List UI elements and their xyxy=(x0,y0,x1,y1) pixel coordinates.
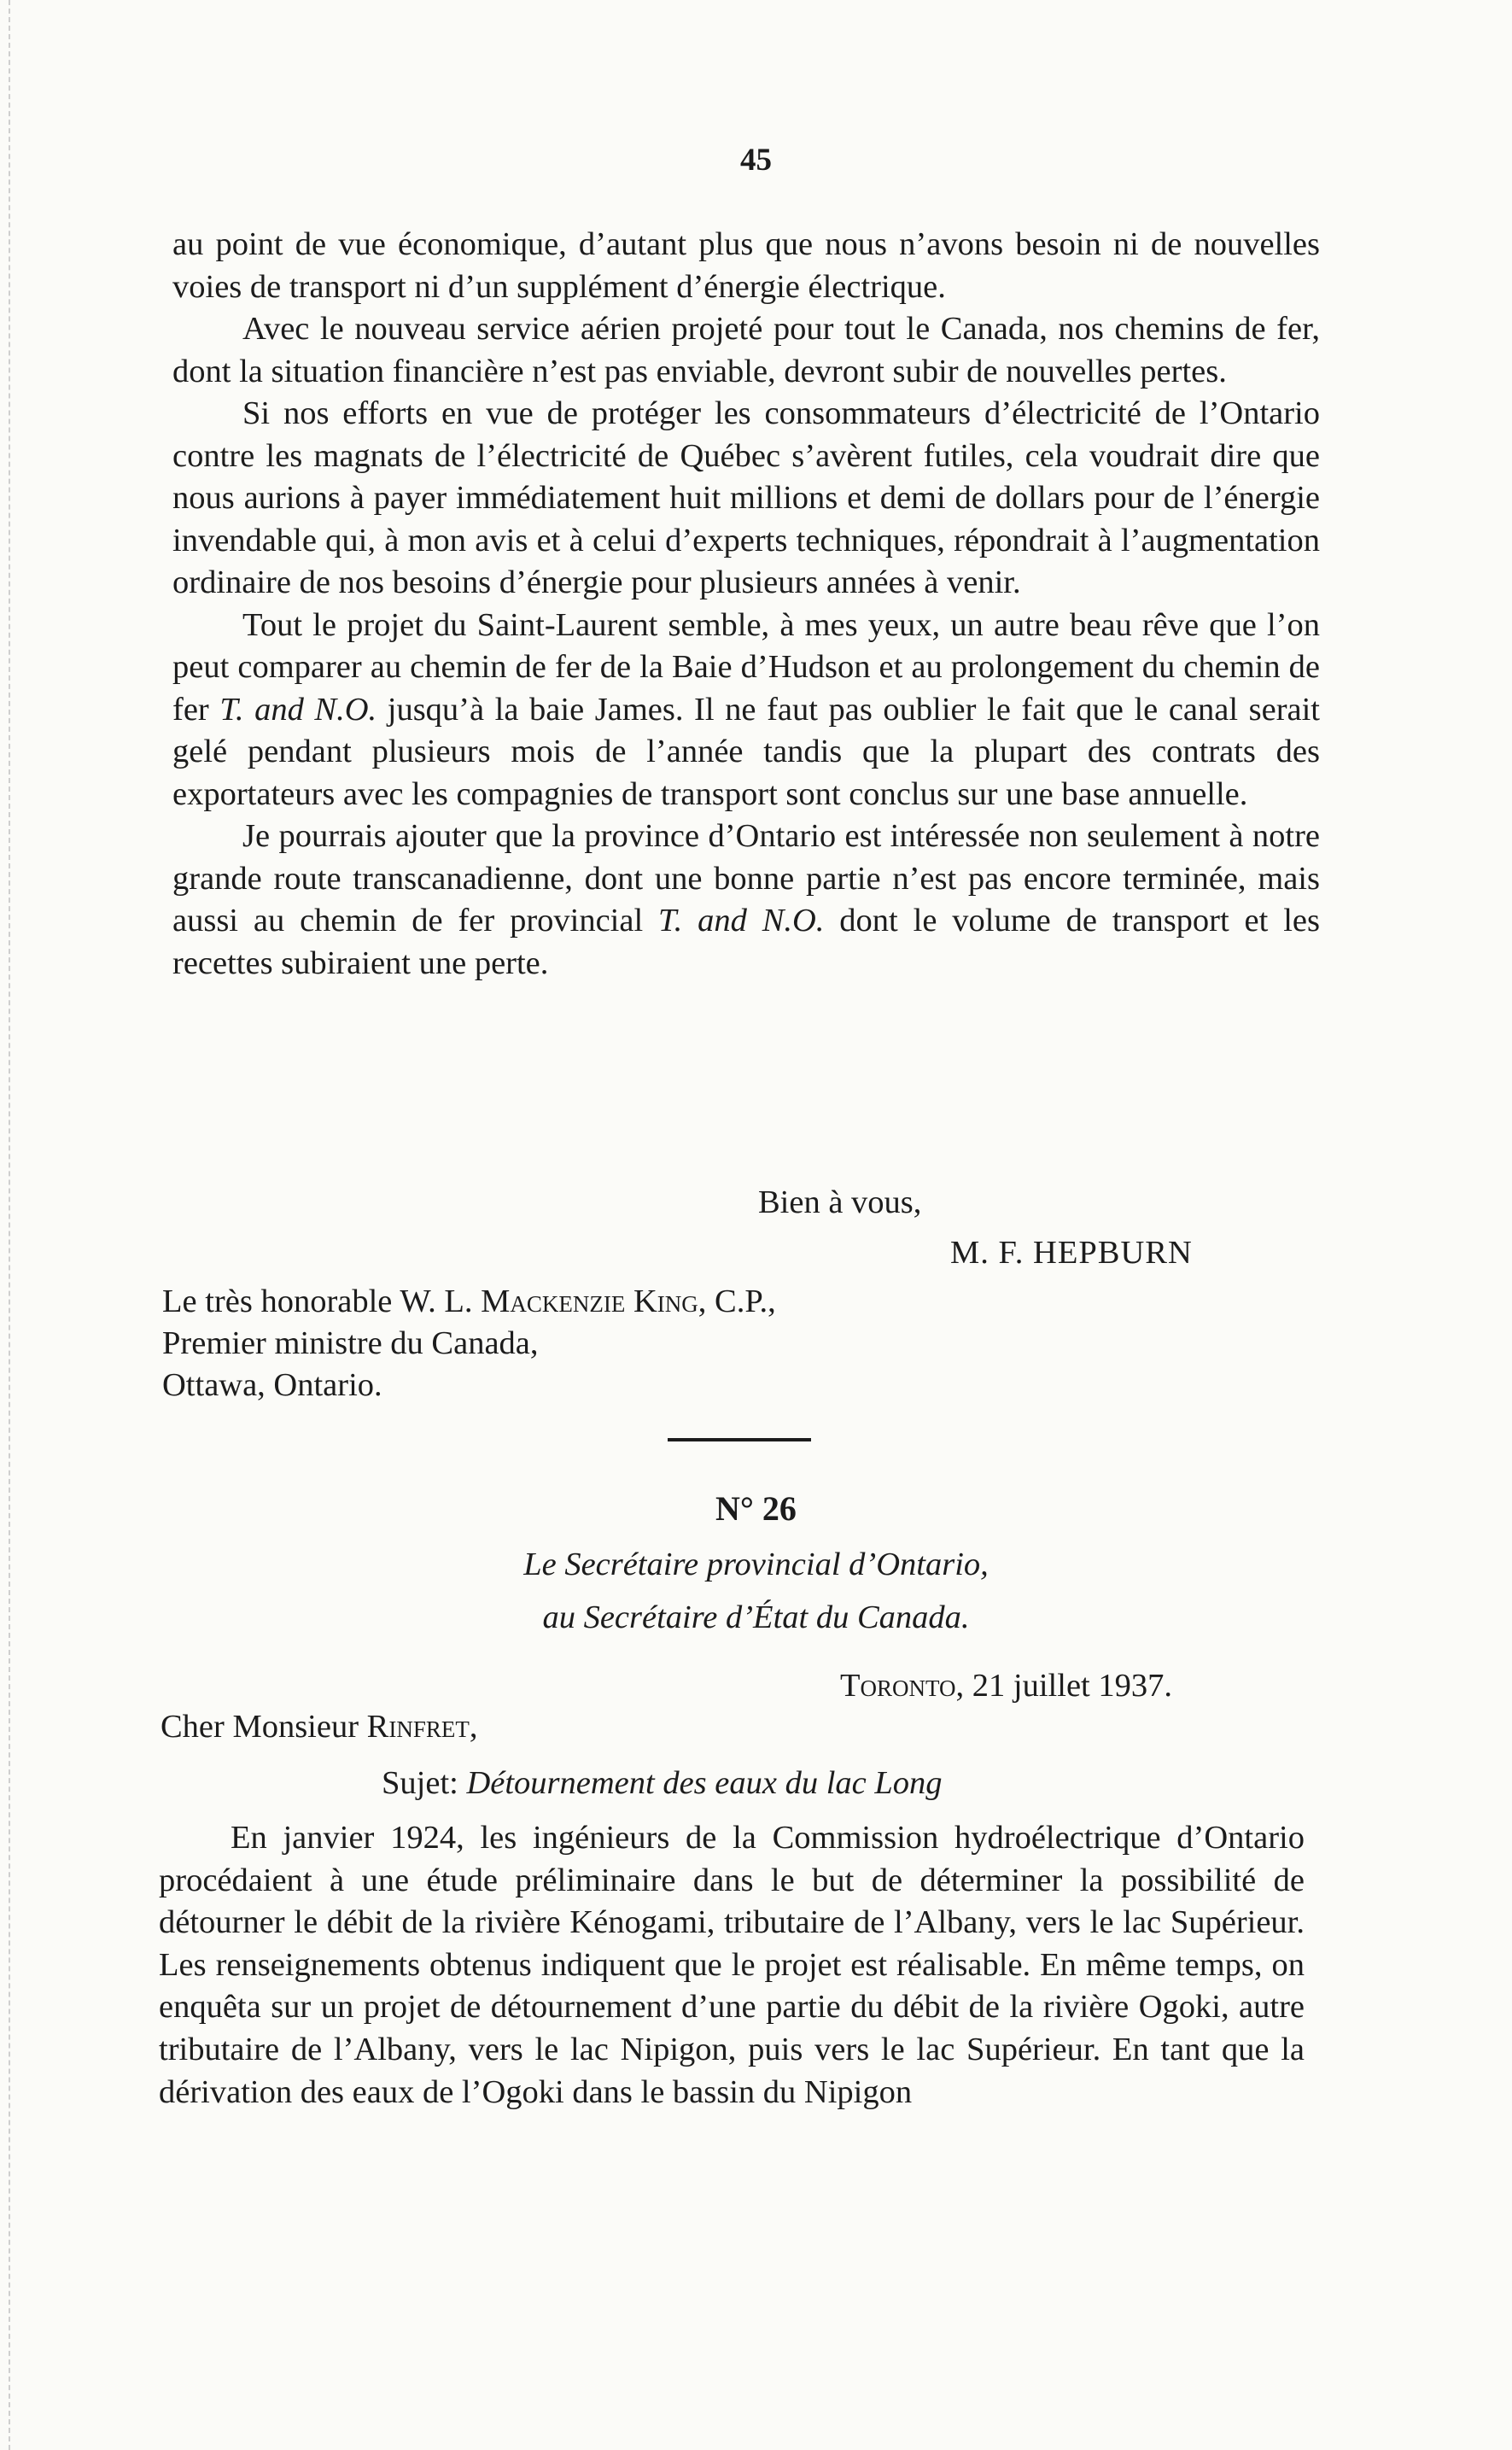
paragraph-3: Si nos efforts en vue de protéger les consommateurs d’électricité de l’Ontario contre les magnats de l’électricité de Québec s’avèrent futiles, cela voudrait dire que nous aurions à payer immédiatement huit millions et demi de dollars pour de l’énergie invendable qui, à mon avis et à celui d’experts techniques, répondrait à l’augmentation ordinaire de nos besoins d’énergie pour plusieurs années à venir. xyxy=(172,395,1320,600)
page-number: 45 xyxy=(740,143,772,178)
section-divider xyxy=(668,1438,811,1441)
paragraph-2: Avec le nouveau service aérien projeté pour tout le Canada, nos chemins de fer, dont la situation financière n’est pas enviable, devront subir de nouvelles pertes. xyxy=(172,311,1320,389)
addressee-suffix: , C.P., xyxy=(698,1283,776,1319)
recipient-heading: au Secrétaire d’État du Canada. xyxy=(542,1599,970,1635)
letter-body xyxy=(172,224,1320,985)
document-number: N° 26 xyxy=(715,1489,797,1528)
salutation-prefix: Cher Monsieur xyxy=(161,1709,367,1745)
signature: M. F. HEPBURN xyxy=(950,1235,1193,1271)
addressee-line-3: Ottawa, Ontario. xyxy=(162,1367,382,1403)
subject-label: Sujet: xyxy=(382,1765,467,1801)
salutation xyxy=(161,1708,477,1745)
salutation-suffix: , xyxy=(469,1709,478,1745)
date: , 21 juillet 1937. xyxy=(955,1668,1172,1704)
subject-line xyxy=(382,1764,943,1802)
addressee-name: Mackenzie King xyxy=(481,1283,698,1319)
sender-heading: Le Secrétaire provincial d’Ontario, xyxy=(523,1547,989,1582)
scan-margin-line xyxy=(9,0,10,2450)
paragraph-5-text-a: Je pourrais ajouter que la province d’Ontario est intéressée non seulement à notre grande route transcanadienne, dont une bonne partie n’est pas encore terminée, mais aussi au chemin de fer provincial xyxy=(172,818,1320,938)
letter-2-paragraph-1: En janvier 1924, les ingénieurs de la Commission hydroélectrique d’Ontario procédaient à une étude préliminaire dans le but de déterminer la possibilité de détourner le débit de la rivière Kénogami, tributaire de l’Albany, vers le lac Supérieur. Les renseignements obtenus indiquent que le projet est réalisable. En même temps, on enquêta sur un projet de détournement d’une partie du débit de la rivière Ogoki, autre tributaire de l’Albany, vers le lac Nipigon, puis vers le lac Supérieur. En tant que la dérivation des eaux de l’Ogoki dans le bassin du Nipigon xyxy=(159,1820,1305,2110)
railway-name: T. and N.O. xyxy=(219,691,377,728)
paragraph-5 xyxy=(172,816,1320,985)
addressee-title: Le très honorable W. L. xyxy=(162,1283,482,1319)
addressee-line-1 xyxy=(162,1281,776,1323)
railway-name: T. and N.O. xyxy=(658,903,825,938)
place: Toronto xyxy=(840,1668,956,1704)
paragraph-1: au point de vue économique, d’autant plus que nous n’avons besoin ni de nouvelles voies de transport ni d’un supplément d’énergie électrique. xyxy=(172,226,1320,305)
paragraph-4 xyxy=(172,605,1320,816)
salutation-name: Rinfret xyxy=(366,1709,470,1745)
addressee-block xyxy=(162,1281,776,1406)
place-date xyxy=(840,1667,1172,1704)
paragraph-4-text-b: jusqu’à la baie James. Il ne faut pas oublier le fait que le canal serait gelé pendant plusieurs mois de l’année tandis que la plupart des contrats des exportateurs avec les compagnies de transport sont conclus sur une base annuelle. xyxy=(172,691,1321,812)
paragraph-4-text-a: Tout le projet du Saint-Laurent semble, à mes yeux, un autre beau rêve que l’on peut comparer au chemin de fer de la Baie d’Hudson et au prolongement du chemin de fer xyxy=(172,606,1320,728)
subject-text: Détournement des eaux du lac Long xyxy=(466,1765,943,1801)
closing-text: Bien à vous, xyxy=(758,1184,922,1220)
letter-2-body xyxy=(159,1817,1305,2114)
paragraph-5-text-b: dont le volume de transport et les recettes subiraient une perte. xyxy=(172,903,1320,981)
addressee-line-2: Premier ministre du Canada, xyxy=(162,1325,539,1361)
